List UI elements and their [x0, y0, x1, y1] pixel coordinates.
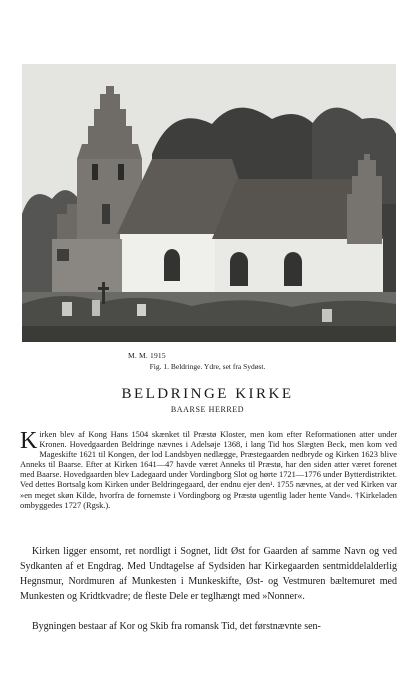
body-paragraph-2: Bygningen bestaar af Kor og Skib fra romansk Tid, det førstnævnte sen-: [32, 621, 321, 632]
page-title: BELDRINGE KIRKE: [121, 386, 294, 402]
church-photograph: [22, 64, 396, 342]
drop-cap: K: [20, 428, 38, 454]
body-paragraph-1: Kirken ligger ensomt, ret nordligt i Sognet, lidt Øst for Gaarden af samme Navn og ved Sydkanten af et Engdrag. Med Undtagelse af Sydsiden har Kirkegaarden sentmiddelalderlig Hegnsmur, Nordmuren af Munkesten i Munkeskifte, Øst- og Vestmuren bæltemuret med Munkesten og Kridtkvadre; de fleste Dele er teglhængt med »Nonner«.: [20, 546, 397, 602]
figure-caption: Fig. 1. Beldringe. Ydre, set fra Sydøst.: [149, 362, 266, 371]
page-subtitle: BAARSE HERRED: [170, 405, 245, 414]
photo-credit: M. M. 1915: [128, 351, 166, 360]
history-paragraph: [20, 430, 397, 511]
history-text: irken blev af Kong Hans 1504 skænket til Præstø Kloster, men kom efter Reformationen atter under Kronen. Hovedgaarden Beldringe nævnes i Adelsøje 1368, i lang Tid hos Slægten Beck, men kom ved Mageskifte 1621 til Kongen, der lod Landsbyen nedlægge, Præstegaarden nedbryde og Kirken 1623 blive Anneks til Baarse. Efter at Kirken 1641—47 havde været Anneks til Præstø, har den siden atter været forenet med Baarse. Hovedgaarden blev Ladegaard under Vordingborg Slot og hørte 1721—1776 under Bytterdistriktet. Ved dettes Bortsalg kom Kirken under Beldringegaard, der endnu ejer den¹. 1755 nævnes, at der ved Kirken var »en meget skøn Kilde, hvorfra de fornemste i Vordingborg og Præstø ugentlig lader hente Vand«. †Kirkeladen ombyggedes 1727 (Rgsk.).: [20, 430, 397, 510]
